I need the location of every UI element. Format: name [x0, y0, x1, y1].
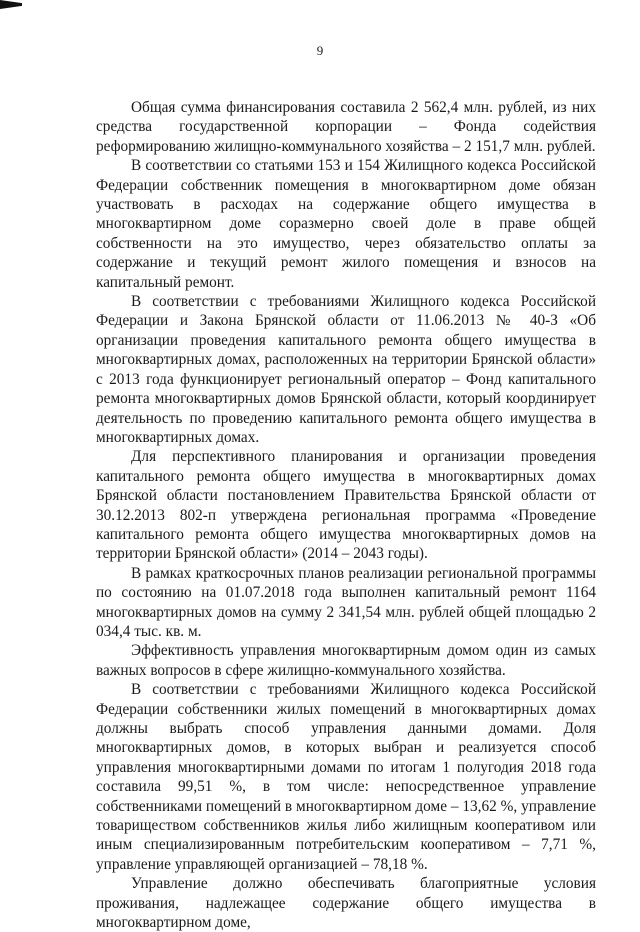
paragraph-regional-operator: В соответствии с требованиями Жилищного кодекса Российской Федерации и Закона Брянской области от 11.06.2013 № 40-З «Об организации проведения капитального ремонта общего имущества в многоквартирных домах, расположенных на территории Брянской области» с 2013 года функционирует региональный оператор – Фонд капитального ремонта многоквартирных домов Брянской области, который координирует деятельность по проведению капитального ремонта общего имущества в многоквартирных домах.	[96, 293, 596, 446]
paragraph-management-methods: В соответствии с требованиями Жилищного кодекса Российской Федерации собственники жилых помещений в многоквартирных домах должны выбрать способ управления данными домами. Доля многоквартирных домов, в которых выбран и реализуется способ управления многоквартирными домами по итогам 1 полугодия 2018 года составила 99,51 %, в том числе: непосредственное управление собственниками помещений в многоквартирном доме – 13,62 %, управление товариществом собственников жилья либо жилищным кооперативом или иным специализированным потребительским кооперативом – 7,71 %, управление управляющей организацией – 78,18 %.	[96, 681, 596, 873]
scan-artifact-mark	[0, 0, 22, 9]
paragraph-management-efficiency: Эффективность управления многоквартирным домом один из самых важных вопросов в сфере жилищно-коммунального хозяйства.	[96, 642, 596, 679]
paragraph-owner-obligations: В соответствии со статьями 153 и 154 Жилищного кодекса Российской Федерации собственник помещения в многоквартирном доме обязан участвовать в расходах на содержание общего имущества в многоквартирном доме соразмерно своей доле в праве общей собственности на это имущество, через обязательство оплаты за содержание и текущий ремонт жилого помещения и взносов на капитальный ремонт.	[96, 157, 596, 291]
page-number: 9	[316, 43, 324, 58]
paragraph-financing-total: Общая сумма финансирования составила 2 562,4 млн. рублей, из них средства государственной корпорации – Фонда содействия реформированию жилищно-коммунального хозяйства – 2 151,7 млн. рублей.	[96, 99, 596, 155]
paragraph-management-conditions: Управление должно обеспечивать благоприятные условия проживания, надлежащее содержание общего имущества в многоквартирном доме,	[96, 875, 596, 932]
document-body	[96, 98, 596, 932]
paragraph-regional-program: Для перспективного планирования и организации проведения капитального ремонта общего имущества в многоквартирных домах Брянской области постановлением Правительства Брянской области от 30.12.2013 802-п утверждена региональная программа «Проведение капитального ремонта общего имущества многоквартирных домов на территории Брянской области» (2014 – 2043 годы).	[96, 448, 596, 563]
paragraph-repair-results: В рамках краткосрочных планов реализации региональной программы по состоянию на 01.07.2018 года выполнен капитальный ремонт 1164 многоквартирных домов на сумму 2 341,54 млн. рублей общей площадью 2 034,4 тыс. кв. м.	[96, 564, 596, 640]
